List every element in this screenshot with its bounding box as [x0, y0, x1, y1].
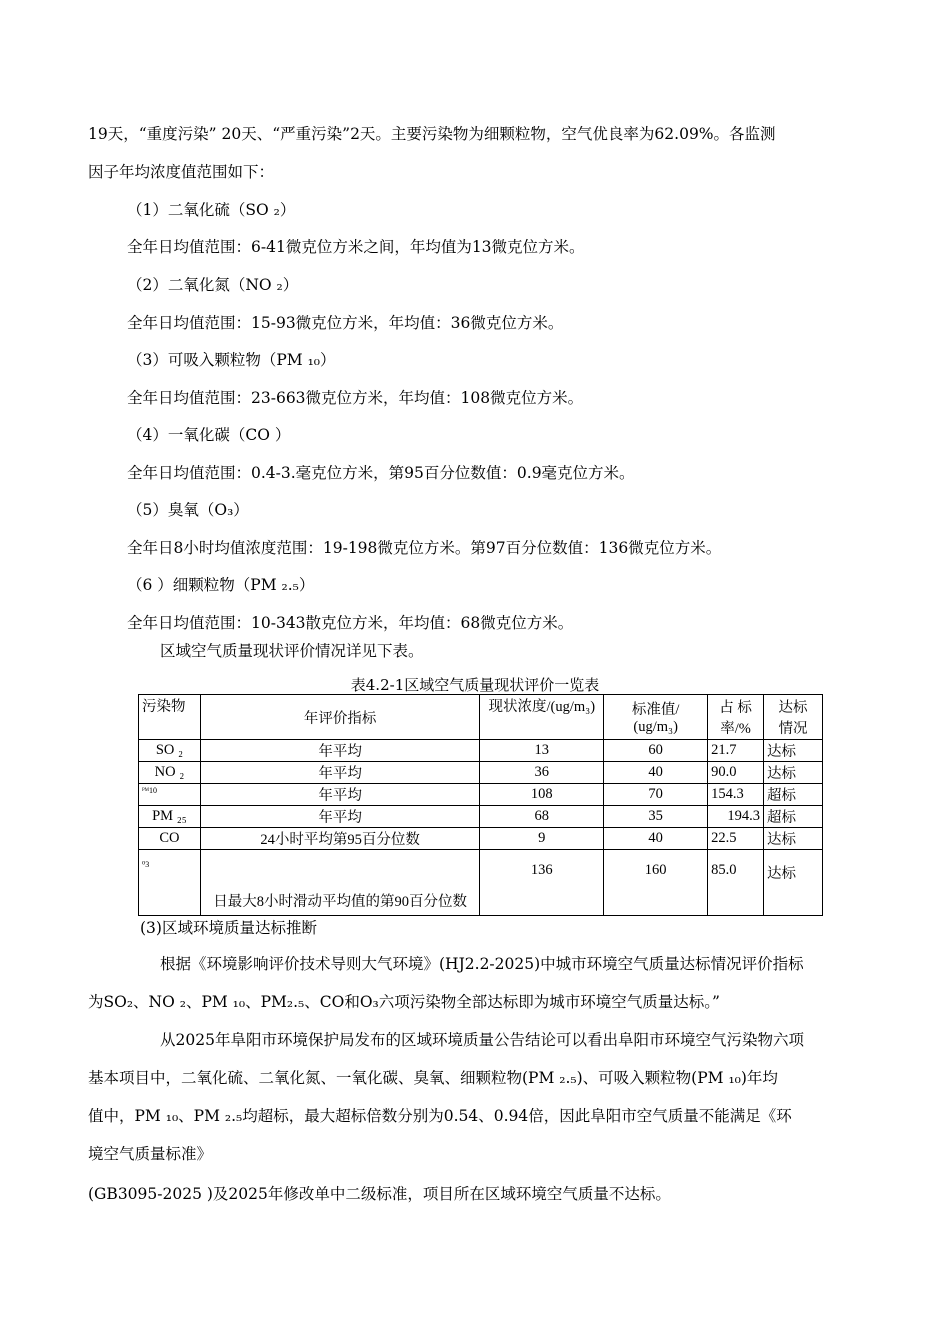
cell-indicator: 年平均	[200, 762, 479, 784]
o3-text: 全年日8小时均值浓度范围：19-198微克位方米。第97百分位数值：136微克位方米。	[127, 539, 722, 557]
so2-text: 全年日均值范围：6-41微克位方米之间，年均值为13微克位方米。	[127, 238, 585, 256]
body-line: 境空气质量标准》	[88, 1145, 213, 1163]
cell-pollutant: NO ₂	[139, 762, 201, 784]
cell-indicator: 年平均	[200, 740, 479, 762]
body-line: 19天，“重度污染” 20天、“严重污染”2天。主要污染物为细颗粒物，空气优良率为62.09%。各监测	[88, 125, 776, 143]
header-standard-line1: 标准值/	[631, 702, 680, 718]
body-line: 从2025年阜阳市环境保护局发布的区域环境质量公告结论可以看出阜阳市环境空气污染物六项	[160, 1031, 804, 1049]
cell-ratio: 85.0	[708, 850, 764, 916]
pm25-text: 全年日均值范围：10-343散克位方米，年均值：68微克位方米。	[127, 614, 574, 632]
cell-pollutant	[139, 850, 201, 916]
body-line: 基本项目中，二氧化硫、二氧化氮、一氧化碳、臭氧、细颗粒物(PM ₂.₅)、可吸入颗粒物(PM ₁₀)年均	[88, 1069, 778, 1087]
body-line: (GB3095-2025 )及2025年修改单中二级标准，项目所在区域环境空气质量不达标。	[88, 1185, 671, 1203]
cell-status: 达标	[764, 740, 823, 762]
body-line: 为SO₂、NO ₂、PM ₁₀、PM₂.₅、CO和O₃六项污染物全部达标即为城市环境空气质量达标。”	[88, 993, 720, 1011]
cell-ratio: 90.0	[708, 762, 764, 784]
cell-standard: 40	[604, 762, 708, 784]
co-heading: （4）一氧化碳（CO ）	[127, 426, 291, 444]
cell-standard: 40	[604, 828, 708, 850]
header-ratio-line1: 占 标	[719, 700, 752, 716]
cell-ratio: 194.3	[708, 806, 764, 828]
cell-current: 9	[480, 828, 604, 850]
cell-current: 13	[480, 740, 604, 762]
co-text: 全年日均值范围：0.4-3.毫克位方米，第95百分位数值：0.9毫克位方米。	[127, 464, 635, 482]
cell-standard: 70	[604, 784, 708, 806]
body-line: 值中，PM ₁₀、PM ₂.₅均超标，最大超标倍数分别为0.54、0.94倍，因此阜阳市空气质量不能满足《环	[88, 1107, 792, 1125]
table-row	[139, 828, 823, 850]
pm10-text: 全年日均值范围：23-663微克位方米，年均值：108微克位方米。	[127, 389, 584, 407]
table-row	[139, 806, 823, 828]
cell-ratio: 21.7	[708, 740, 764, 762]
header-status-line2: 情况	[778, 721, 808, 737]
header-ratio	[708, 695, 764, 740]
pm10-heading: （3）可吸入颗粒物（PM ₁₀）	[127, 351, 336, 369]
header-ratio-line2: 率/%	[720, 721, 751, 737]
body-line: 因子年均浓度值范围如下：	[88, 163, 275, 181]
table-row	[139, 850, 823, 916]
cell-standard: 60	[604, 740, 708, 762]
cell-current: 36	[480, 762, 604, 784]
cell-status: 超标	[764, 806, 823, 828]
no2-text: 全年日均值范围：15-93微克位方米，年均值：36微克位方米。	[127, 314, 564, 332]
cell-status: 达标	[764, 828, 823, 850]
cell-pollutant: SO ₂	[139, 740, 201, 762]
pm25-heading: （6 ）细颗粒物（PM ₂.₅）	[127, 576, 315, 594]
header-status-line1: 达标	[778, 700, 808, 716]
cell-ratio: 22.5	[708, 828, 764, 850]
table-caption: 表4.2-1区域空气质量现状评价一览表	[350, 676, 600, 694]
header-current: 现状浓度/(ug/m₃)	[480, 695, 604, 740]
cell-indicator: 日最大8小时滑动平均值的第90百分位数	[200, 850, 479, 916]
table-header-row	[139, 695, 823, 740]
cell-pollutant-text: ⁰3	[142, 860, 150, 869]
cell-current: 136	[480, 850, 604, 916]
cell-current: 68	[480, 806, 604, 828]
section-heading: (3)区域环境质量达标推断	[140, 919, 317, 937]
header-status	[764, 695, 823, 740]
header-standard-line2: (ug/m₃)	[633, 719, 678, 735]
cell-pollutant: CO	[139, 828, 201, 850]
cell-ratio: 154.3	[708, 784, 764, 806]
o3-heading: （5）臭氧（O₃）	[127, 501, 249, 519]
cell-indicator: 24小时平均第95百分位数	[200, 828, 479, 850]
cell-pollutant-text: ᴾᴹ10	[142, 786, 157, 795]
header-standard	[604, 695, 708, 740]
cell-status: 达标	[764, 850, 823, 916]
air-quality-table	[138, 694, 823, 916]
cell-pollutant	[139, 784, 201, 806]
header-indicator: 年评价指标	[200, 695, 479, 740]
table-intro: 区域空气质量现状评价情况详见下表。	[160, 642, 424, 660]
cell-pollutant: PM ₂₅	[139, 806, 201, 828]
cell-current: 108	[480, 784, 604, 806]
body-line: 根据《环境影响评价技术导则大气环境》(HJ2.2-2025)中城市环境空气质量达标情况评价指标	[160, 955, 804, 973]
cell-indicator: 年平均	[200, 806, 479, 828]
cell-standard: 35	[604, 806, 708, 828]
cell-status: 超标	[764, 784, 823, 806]
cell-standard: 160	[604, 850, 708, 916]
table-row	[139, 784, 823, 806]
so2-heading: （1）二氧化硫（SO ₂）	[127, 201, 296, 219]
cell-indicator: 年平均	[200, 784, 479, 806]
no2-heading: （2）二氧化氮（NO ₂）	[127, 276, 299, 294]
table-row	[139, 740, 823, 762]
table-row	[139, 762, 823, 784]
header-pollutant: 污染物	[139, 695, 201, 740]
cell-status: 达标	[764, 762, 823, 784]
